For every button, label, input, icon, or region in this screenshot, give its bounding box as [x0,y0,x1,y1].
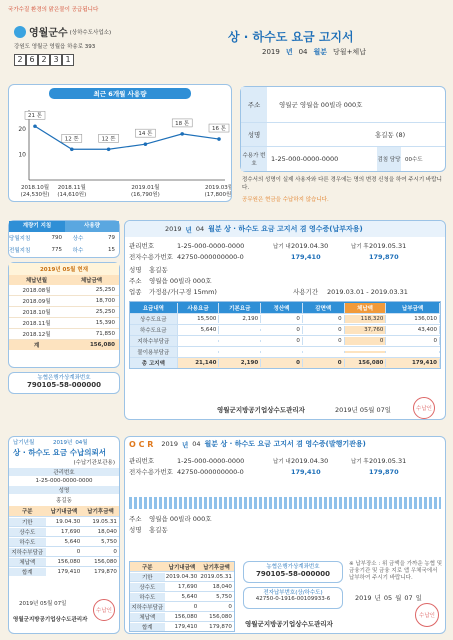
bill-year-unit: 년 [285,48,293,56]
arrears-col1: 체납년월 [25,278,48,284]
stub-row-label: 하수도 [9,538,46,546]
stub-late: 0 [113,548,117,555]
receipt-name: 홍길동 [149,266,168,274]
receipt-due-amount: 179,410 [291,252,321,261]
receipt-row-label: 하수도요금 [130,325,178,335]
ocr-mgmt: 1-25-000-0000-0000 [177,456,245,465]
postcode-digit: 1 [62,54,74,66]
receipt-cell: 15,500 [178,315,220,323]
receipt-cell: 2,190 [219,315,261,323]
ocr-due: 156,080 [174,613,198,620]
issuer-dept: (상하수도사업소) [69,29,112,36]
arrears-amount: 25,250 [95,309,115,315]
meter-row-kind: 상수 [72,236,84,242]
arrears-month: 2018.11월 [22,321,51,327]
postcode-digit: 6 [26,54,38,66]
ocr-row-label: 합계 [130,623,165,631]
receipt-cell [178,351,220,353]
stub-row [9,536,119,546]
usage-chart-panel [8,84,232,202]
customer-reading: 00수도 [405,157,423,163]
y-tick-label: 20 [18,125,26,133]
ocr-row [130,611,234,621]
usage-value-label: 21 톤 [27,113,43,120]
receipt-cell: 0 [386,337,440,345]
usage-point [33,124,37,128]
issuer-address: 강원도 영월군 영월읍 하송로 393 [14,44,96,50]
stub-due: 19.04.30 [55,518,81,525]
receipt-cell: 37,760 [345,326,387,334]
receipt-cell: 0 [303,359,345,367]
ocr-small-table [129,561,235,632]
ocr-late: 5,750 [216,593,232,600]
meter-row-label: 전월지침 [9,248,31,254]
receipt-due-label: 납기 내 [273,243,291,250]
customer-address: 영월군 영월읍 00빌라 000호 [279,101,363,109]
receipt-row-label: 물이용부담금 [130,347,178,357]
stub-name: 홍길동 [56,498,72,504]
ocr-due-amount: 179,410 [291,467,321,476]
x-tick-label: 2018.10월 [20,185,50,191]
receipt-addr-label: 주소 [129,277,142,285]
receipt-cell: 5,640 [178,326,220,334]
arrears-panel [8,262,120,368]
x-tick-label: 2019.03월 [204,185,231,191]
arrears-month: 2018.09월 [22,299,51,305]
ocr-col-header: 납기내금액 [168,564,196,571]
issuer-block [14,24,111,66]
arrears-amount: 15,390 [95,320,115,326]
receipt-cell: 0 [303,315,345,323]
receipt-year: 2019 [165,225,182,233]
stub-row-label: 상수도 [9,528,46,536]
stub-row [9,566,119,576]
ocr-late: 2019.05.31 [200,573,232,580]
arrears-total-label: 계 [33,343,40,349]
arrears-amount: 18,700 [95,298,115,304]
x-amount-label: (24,530원) [20,192,50,198]
receipt-date: 2019년 05월 07일 [335,406,392,414]
receipt-cell: 179,410 [386,359,440,367]
postcode [14,54,111,66]
receipt-col-header: 사용요금 [178,303,220,313]
ocr-addr: 영월읍 00빌라 000호 [149,515,212,523]
stub-late: 18,040 [97,528,117,535]
ocr-late: 179,870 [209,623,232,630]
usage-point [144,142,148,146]
receipt-elec-label: 전자수용가번호 [129,253,173,261]
arrears-row [9,318,119,329]
receipt-col-header: 납부금액 [386,303,440,313]
ocr-due: 5,640 [181,593,198,600]
ocr-note: ※ 납부장소 : 위 금액을 가까운 농협 및 금융기관 및 금융 지로 앱 우체국에서 납부하여 주시기 바랍니다. [349,561,443,581]
ocr-name: 홍길동 [149,526,168,534]
receipt-name-label: 성명 [129,266,142,274]
stub-col-header: 구분 [21,509,33,515]
receipt-elec: 42750-000000000-0 [177,252,244,261]
receipt-late-amount: 179,870 [369,252,399,261]
stub-title: 상 · 하수도 요금 수납의뢰서 [13,448,106,457]
ocr-late-amount: 179,870 [369,467,399,476]
ocr-due-date: 2019.04.30 [291,456,329,465]
usage-point [70,147,74,151]
ocr-late-date: 2019.05.31 [369,456,407,465]
arrears-amount: 71,850 [95,331,115,337]
customer-name: 홍길동 (8) [375,131,406,139]
stub-late: 19.05.31 [92,518,117,525]
receipt-cell [303,351,345,353]
meter-row-reading: 790 [51,235,62,241]
stub-year: 2019년 [53,440,73,446]
ocr-tag: O C R [129,439,154,449]
stub-row [9,526,119,536]
receipt-table [129,301,441,369]
receipt-cell: 136,010 [386,315,440,323]
ocr-addr-label: 주소 [129,515,142,523]
stub-late: 179,870 [94,568,117,575]
stub-sub: (수납기관보관용) [73,460,115,466]
ocr-due: 0 [193,603,198,610]
ocr-due: 17,690 [178,583,198,590]
ocr-date-year: 2019 [355,593,372,602]
bill-month-unit: 월분 [313,48,328,56]
receipt-panel: 2019 년 04 월분 상 · 하수도 요금 고지서 겸 영수증(납부자용) 관리번호 1-25-000-0000-0000 납기 내 2019.04.30 납기 후 2019.05.31 전자수용가번호 42750-000000000-0 179,410 179,870 성명 홍길동 주소 영월읍 00빌라 000호 업종 가정용/가(구경 15mm) 사용기간 2019.03.01 - 2019.03.31 요금내역 사용요금 기본요금 정산액 감면액 체납액 납부금액 상수도요금 15,500 2,190 0 0 118,320 136,010 하수도요금 5,640 0 0 37,760 43,400 지하수부담금 0 0 0 0 물이용부담금 총 고지액 21,140 2,190 0 0 156,080 179,410 영월군지방공기업상수도관리자 2019년 05월 07일 수납인 [124,220,446,420]
receipt-cell: 118,320 [345,315,387,323]
stub-mgmt: 1-25-000-0000-0000 [35,478,93,484]
county-logo-icon [14,26,26,38]
x-tick-label: 2019.01월 [131,185,160,191]
stub-mgmt-label: 관리번호 [9,468,119,476]
receipt-row [130,324,440,335]
ocr-bank-title: 농협은행가상계좌번호 [266,564,320,570]
ocr-bank-panel [243,561,343,583]
stub-late: 5,750 [101,538,117,545]
receipt-cell: 0 [261,337,303,345]
notice-cash: 공무원은 현금을 수납하지 않습니다. [242,197,329,203]
meter-row-label: 당월지침 [9,236,31,242]
ocr-name-label: 성명 [129,526,142,534]
receipt-due-date: 2019.04.30 [291,241,329,250]
receipt-cell: 0 [261,359,303,367]
receipt-cell [219,351,261,353]
ocr-late: 0 [228,603,232,610]
receipt-cell: 0 [261,315,303,323]
bill-cycle: 당월+체납 [333,48,366,56]
receipt-cell [345,351,387,353]
ocr-row-label: 기한 [130,573,165,581]
notice-text: 정수서의 성명이 실제 사용자와 다른 경우에는 명의 변경 신청을 하여 주시기 바랍니다. [242,177,442,191]
ocr-epay-title: 전자납부번호(상/하수도) [263,590,323,596]
x-amount-label: (17,800원) [204,192,231,198]
receipt-mgmt: 1-25-000-0000-0000 [177,241,245,250]
meter-row-amount: 15 [108,247,115,253]
receipt-period-label: 사용기간 [293,288,319,296]
ocr-barcode-strip [129,497,441,509]
stub-late: 156,080 [94,558,117,565]
ocr-elec: 42750-000000000-0 [177,467,244,476]
stub-col-header: 납기내금액 [50,509,78,515]
ocr-due: 2019.04.30 [165,573,198,580]
receipt-use: 가정용/가(구경 15mm) [149,288,217,296]
meter-panel [8,220,120,258]
bank-number: 790105-58-000000 [27,381,101,389]
stub-name-label: 성명 [9,486,119,494]
arrears-row [9,307,119,318]
receipt-org: 영월군지방공기업상수도관리자 [217,406,305,414]
ocr-month: 04 [192,440,201,448]
ocr-row-label: 하수도 [130,593,165,601]
receipt-stamp: 수납인 [413,397,435,419]
stub-due: 156,080 [57,558,81,565]
arrears-month: 2018.10월 [22,310,51,316]
receipt-cell: 156,080 [345,359,387,367]
receipt-row [130,346,440,357]
receipt-cell [386,351,440,353]
arrears-month: 2018.12월 [22,332,51,338]
usage-value-label: 16 톤 [211,126,227,133]
ocr-late: 156,080 [209,613,232,620]
meter-reading-header: 계량기 지침 [9,221,65,232]
receipt-row-label: 지하수부담금 [130,336,178,346]
stub-panel [8,436,120,634]
ocr-date: 2019 년 05 월 07 일 [355,593,422,602]
receipt-month: 04 [195,225,205,233]
arrears-row [9,285,119,296]
receipt-cell: 0 [303,337,345,345]
ocr-row [130,571,234,581]
ocr-row-label: 체납액 [130,613,165,621]
bill-title: 상 · 하수도 요금 고지서 [228,30,354,44]
ocr-panel: O C R 2019 년 04 월분 상 · 하수도 요금 고지서 겸 영수증(발행기관용) 관리번호 1-25-000-0000-0000 납기 내 2019.04.30 납기 후 2019.05.31 전자수용가번호 42750-000000000-0 179,410 179,870 주소 영월읍 00빌라 000호 성명 홍길동 구분 납기내금액 납기후금액 기한 2019.04.30 2019.05.31 상수도 17,690 18,040 하수도 5,640 5,750 지하수부담금 0 0 체납액 156,080 156,080 합계 179,410 179,870 농협은행가상계좌번호 790105-58-000000 전자납부번호(상/하수도) 42750-0-1916-00109933-6 ※ 납부장소 : 위 금액을 가까운 농협 및 금융기관 및 금융 지로 앱 우체국에서 납부하여 주시기 바랍니다. 2019 년 05 월 07 일 영월군지방공기업상수도관리자 수납인 [124,436,446,634]
ocr-epay-panel [243,587,343,609]
ocr-title: 월분 상 · 하수도 요금 고지서 겸 영수증(발행기관용) [204,440,366,448]
receipt-row [130,313,440,324]
ocr-stamp: 수납인 [415,603,439,627]
ocr-col-header: 납기후금액 [203,564,230,571]
ocr-date-day: 07 [404,593,413,602]
receipt-cell: 0 [261,326,303,334]
receipt-cell: 0 [303,326,345,334]
ocr-late: 18,040 [212,583,232,590]
ocr-date-month: 05 [383,593,393,602]
receipt-row [130,357,440,368]
receipt-cell [219,340,261,342]
stub-row-label: 체납액 [9,558,46,566]
ocr-row-label: 지하수부담금 [131,604,164,611]
meter-row-kind: 하수 [72,248,84,254]
usage-chart [9,102,231,202]
arrears-col2: 체납금액 [80,278,103,284]
stub-due: 17,690 [61,528,81,535]
ocr-org: 영월군지방공기업상수도관리자 [245,620,333,628]
customer-panel [240,86,446,172]
receipt-mgmt-label: 관리번호 [129,242,155,250]
name-label: 성명 [241,123,267,146]
receipt-col-header: 감면액 [303,303,345,313]
stub-month: 04월 [75,440,88,446]
stub-due: 0 [76,548,81,555]
ocr-bank: 790105-58-000000 [256,570,330,578]
stub-due: 5,640 [64,538,81,545]
arrears-month: 2018.08월 [22,288,51,294]
ocr-row [130,581,234,591]
stub-col-header: 납기후금액 [87,509,114,515]
bill-year: 2019 [262,48,280,56]
stub-title-top: 납기년월 [13,440,35,446]
ocr-row [130,601,234,611]
stub-row-label: 합계 [9,568,46,576]
reading-label: 검침 담당 [377,147,401,171]
account-label: 수용가 번호 [241,147,267,171]
receipt-cell: 2,190 [219,359,261,367]
ocr-row-label: 상수도 [130,583,165,591]
ocr-due: 179,410 [174,623,198,630]
usage-value-label: 12 톤 [64,136,79,143]
receipt-cell: 0 [345,337,387,345]
receipt-late-label: 납기 후 [351,243,369,250]
receipt-cell: 43,400 [386,326,440,334]
usage-point [217,137,221,141]
bill-period [262,47,366,57]
ocr-year: 2019 [161,440,178,448]
receipt-title: 월분 상 · 하수도 요금 고지서 겸 영수증(납부자용) [208,225,363,233]
receipt-row [130,335,440,346]
top-note: 국가수질 환경의 맑은물이 공급됩니다 [8,7,99,13]
issuer-name: 영월군수 [29,28,68,39]
receipt-col-header: 체납액 [345,303,387,313]
usage-point [107,147,111,151]
arrears-amount: 25,250 [95,287,115,293]
usage-value-label: 14 톤 [138,131,153,138]
receipt-row-label: 상수도요금 [130,314,178,324]
bank-title: 농협은행가상계좌번호 [37,375,91,381]
receipt-period: 2019.03.01 - 2019.03.31 [327,287,408,296]
stub-row-label: 기한 [9,518,46,526]
stub-org: 영월군지방공기업상수도관리자 [13,617,88,623]
receipt-col-header: 요금내역 [130,303,178,313]
ocr-row [130,591,234,601]
x-amount-label: (16,790원) [130,192,160,198]
arrears-row [9,329,119,340]
ocr-late-label: 납기 후 [351,458,369,465]
ocr-epay: 42750-0-1916-00109933-6 [255,596,331,602]
meter-row-amount: 79 [108,235,115,241]
receipt-cell: 21,140 [178,359,220,367]
stub-stamp: 수납인 [93,599,115,621]
stub-row [9,516,119,526]
usage-value-label: 12 톤 [101,136,116,143]
usage-point [180,132,184,136]
receipt-row-label: 총 고지액 [130,358,178,368]
receipt-late-date: 2019.05.31 [369,241,407,250]
receipt-col-header: 정산액 [261,303,303,313]
postcode-digit: 2 [38,54,50,66]
stub-due: 179,410 [57,568,81,575]
arrears-total: 156,080 [89,342,115,348]
meter-usage-header: 사용량 [65,221,119,232]
usage-value-label: 18 톤 [175,120,190,127]
ocr-elec-label: 전자수용가번호 [129,468,173,476]
postcode-digit: 2 [14,54,26,66]
x-amount-label: (14,610원) [57,192,87,198]
meter-row-reading: 775 [51,247,62,253]
stub-row [9,556,119,566]
receipt-cell [219,329,261,331]
bill-month: 04 [298,48,308,56]
x-tick-label: 2018.11월 [57,185,86,191]
postcode-digit: 3 [50,54,62,66]
receipt-col-header: 기본요금 [219,303,261,313]
y-tick-label: 10 [18,151,26,159]
ocr-due-label: 납기 내 [273,458,291,465]
stub-row [9,546,119,556]
ocr-row [130,621,234,631]
arrears-row [9,296,119,307]
receipt-cell [261,351,303,353]
stub-row-label: 지하수부담금 [9,548,46,556]
bank-panel [8,372,120,394]
stub-date: 2019년 05월 07일 [19,601,67,607]
customer-account: 1-25-000-0000-0000 [271,155,339,163]
receipt-cell [178,340,220,342]
usage-chart-heading: 최근 6개월 사용량 [49,88,191,99]
ocr-col-header: 구분 [141,564,153,571]
receipt-addr: 영월읍 00빌라 000호 [149,277,212,285]
ocr-mgmt-label: 관리번호 [129,457,155,465]
arrears-period: 2019년 05월 현재 [9,263,119,275]
address-label: 주소 [241,87,267,122]
receipt-use-label: 업종 [129,288,142,296]
